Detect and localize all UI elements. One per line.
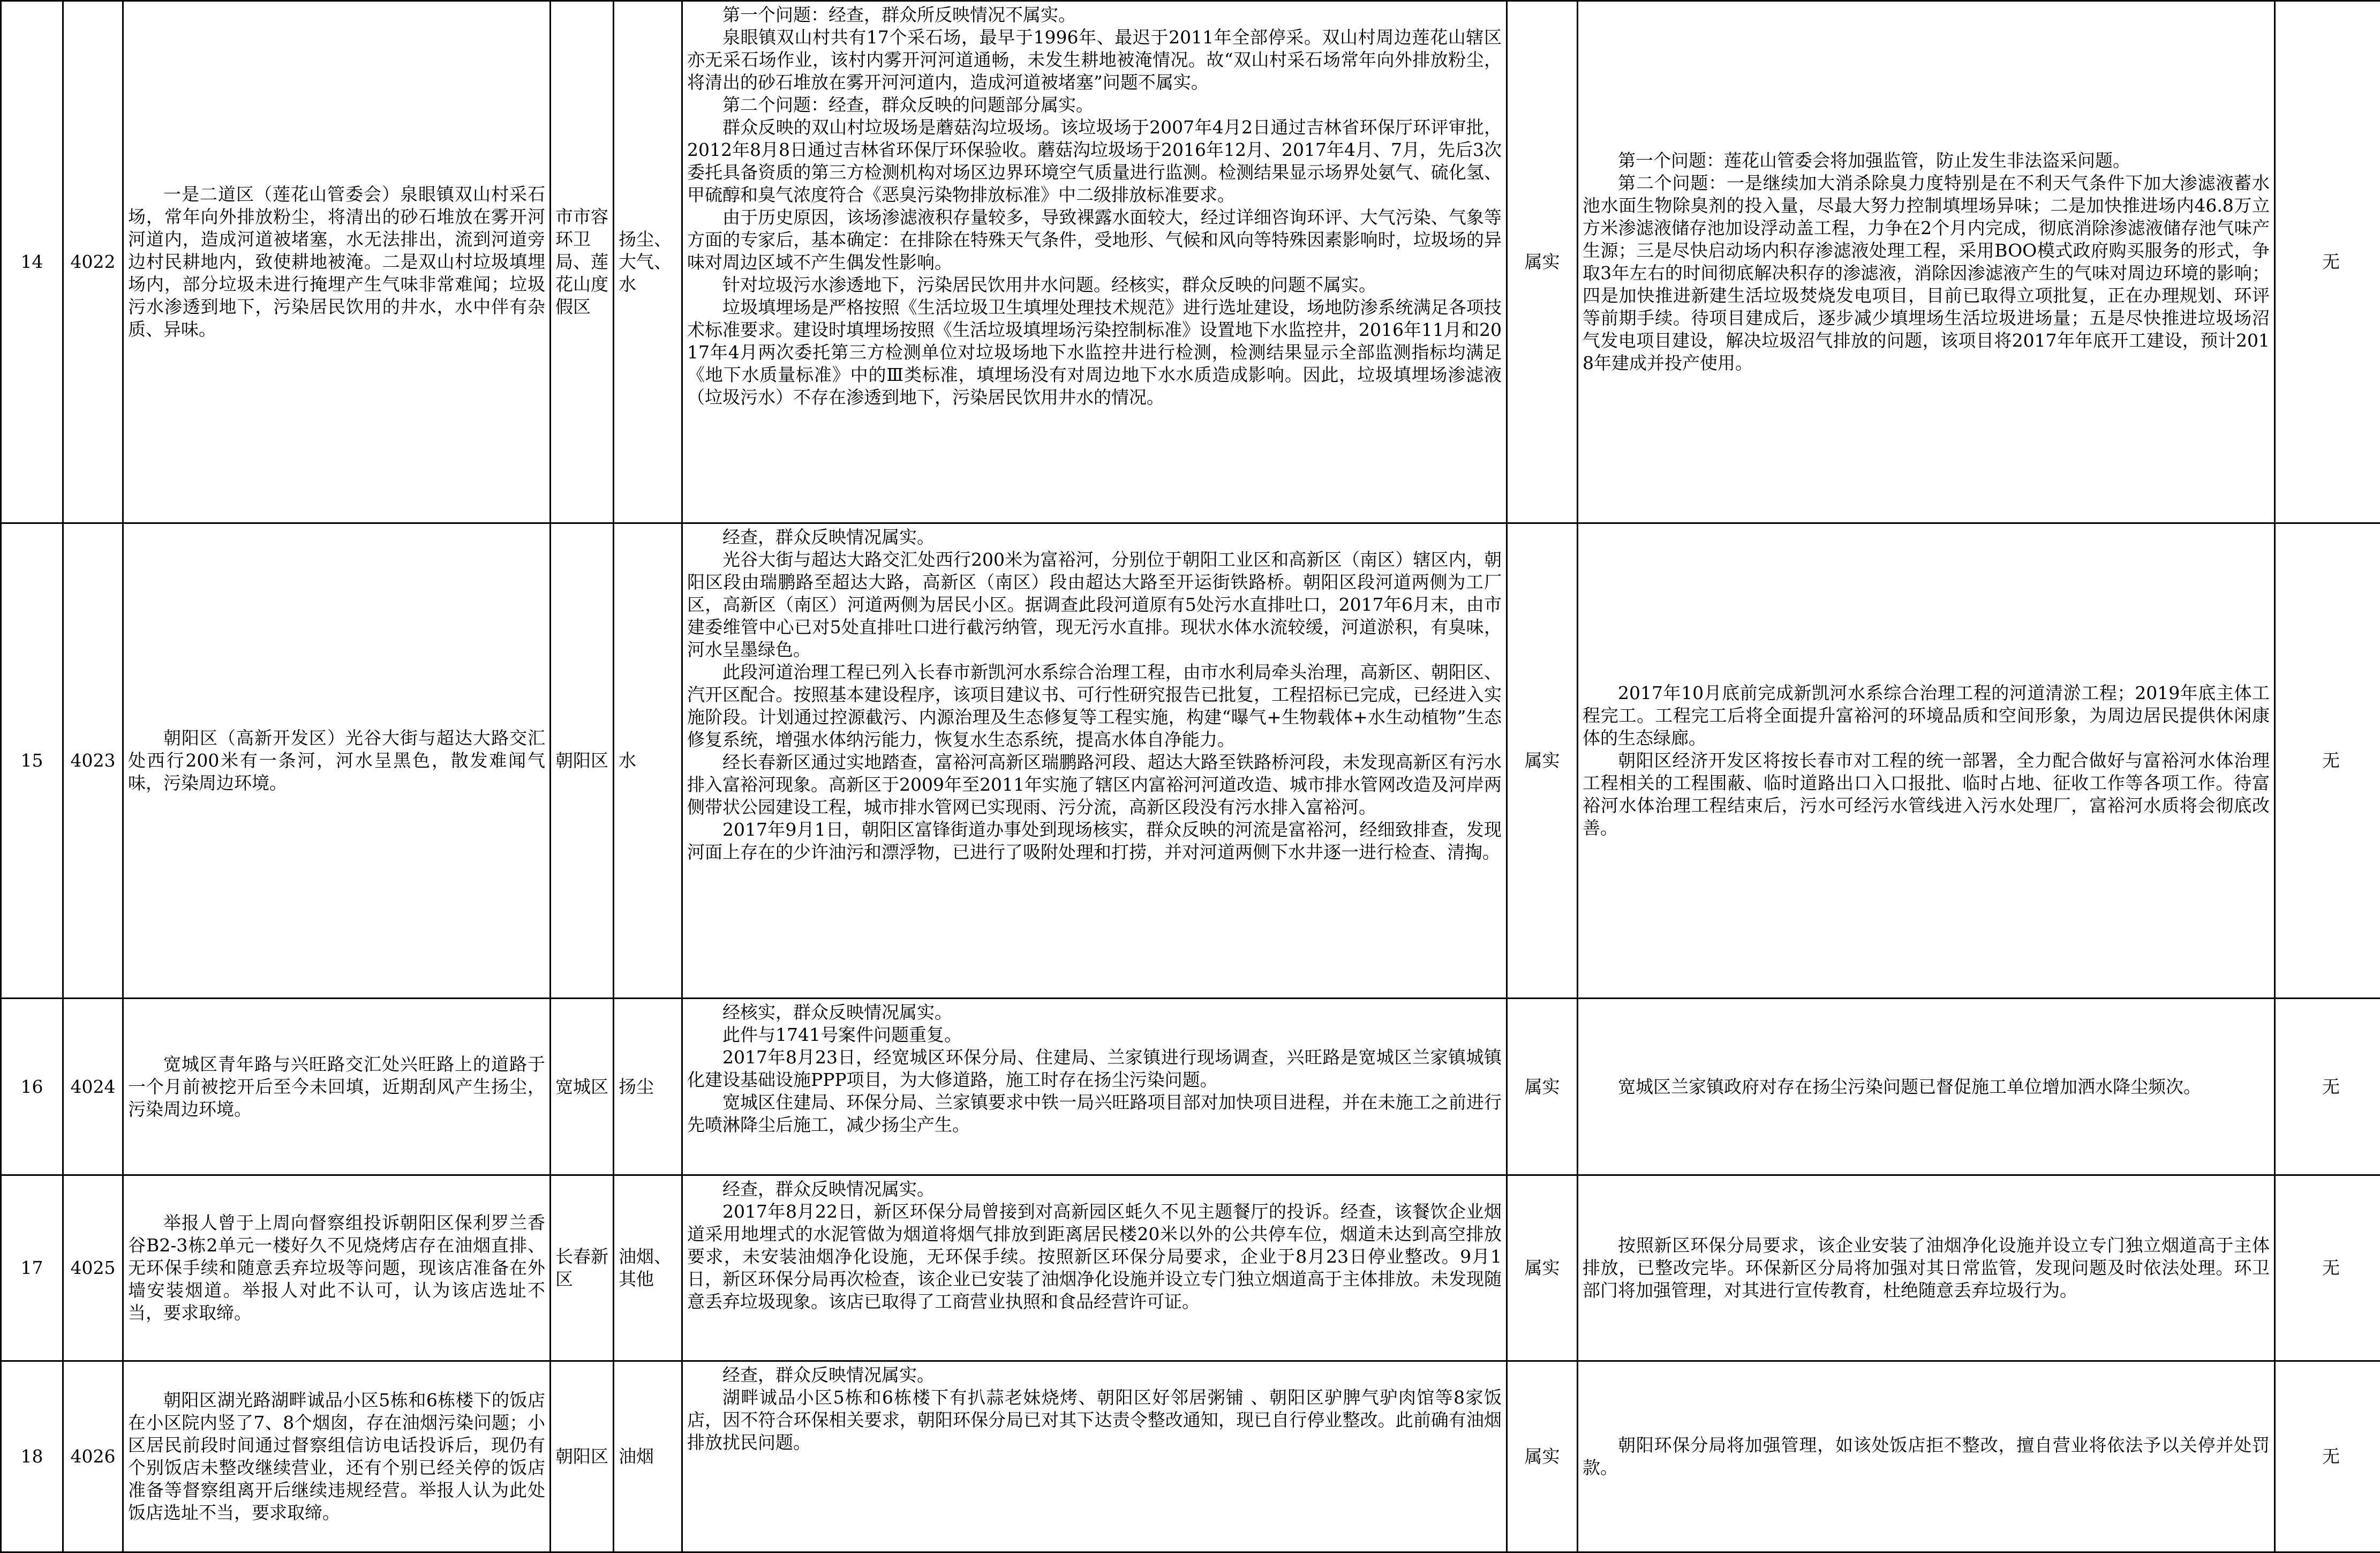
finding-paragraph: 第二个问题：经查，群众反映的问题部分属实。 (687, 94, 1502, 116)
finding-paragraph: 湖畔诚品小区5栋和6栋楼下有扒蒜老妹烧烤、朝阳区好邻居粥铺 、朝阳区驴脾气驴肉馆等8家饭店，因不符合环保相关要求，朝阳环保分局已对其下达责令整改通知，现已自行停业整改。此前确有油烟排放扰民问题。 (687, 1386, 1502, 1454)
case-id-cell (63, 523, 123, 999)
finding-paragraph: 宽城区住建局、环保分局、兰家镇要求中铁一局兴旺路项目部对加快项目进程，并在未施工之前进行先喷淋降尘后施工，减少扬尘产生。 (687, 1091, 1502, 1136)
finding-paragraph: 经查，群众反映情况属实。 (687, 526, 1502, 549)
verified-cell (1507, 1175, 1578, 1361)
finding-paragraph: 经查，群众反映情况属实。 (687, 1364, 1502, 1386)
pollution-type: 油烟、其他 (619, 1246, 672, 1289)
finding-paragraph: 群众反映的双山村垃圾场是蘑菇沟垃圾场。该垃圾场于2007年4月2日通过吉林省环保厅环评审批，2012年8月8日通过吉林省环保厅环保验收。蘑菇沟垃圾场于2016年12月、2017年4月、7月，先后3次委托具备资质的第三方检测机构对场区边界环境空气质量进行监测。检测结果显示场界处氨气、硫化氢、甲硫醇和臭气浓度符合《恶臭污染物排放标准》中二级排放标准要求。 (687, 116, 1502, 206)
finding-cell (682, 523, 1507, 999)
row-index-cell (1, 1361, 63, 1552)
finding-paragraph: 此段河道治理工程已列入长春市新凯河水系综合治理工程，由市水利局牵头治理，高新区、朝阳区、汽开区配合。按照基本建设程序，该项目建议书、可行性研究报告已批复，工程招标已完成，已经进入实施阶段。计划通过控源截污、内源治理及生态修复等工程实施，构建“曝气+生物载体+水生动植物”生态修复系统，增强水体纳污能力，恢复水生态系统，提高水体自净能力。 (687, 661, 1502, 751)
region-cell (551, 1, 614, 523)
row-index: 18 (21, 1446, 43, 1467)
pollution-type-cell (614, 1, 682, 523)
complaint-text: 一是二道区（莲花山管委会）泉眼镇双山村采石场，常年向外排放粉尘，将清出的砂石堆放在雾开河河道内，造成河道被堵塞，水无法排出，流到河道旁边村民耕地内，致使耕地被淹。二是双山村垃圾填埋场内，部分垃圾未进行掩埋产生气味非常难闻；垃圾污水渗透到地下，污染居民饮用的井水，水中伴有杂质、异味。 (128, 183, 545, 341)
verified-status: 属实 (1525, 750, 1560, 771)
row-index: 14 (21, 251, 43, 272)
region-cell (551, 1361, 614, 1552)
accountability-cell (2275, 1175, 2380, 1361)
complaint-text: 举报人曾于上周向督察组投诉朝阳区保利罗兰香谷B2-3栋2单元一楼好久不见烧烤店存在油烟直排、无环保手续和随意丢弃垃圾等问题，现该店准备在外墙安装烟道。举报人对此不认可，认为该店选址不当，要求取缔。 (128, 1212, 545, 1324)
finding-paragraph: 2017年9月1日，朝阳区富锋街道办事处到现场核实，群众反映的河流是富裕河，经细致排查，发现河面上存在的少许油污和漂浮物，已进行了吸附处理和打捞，并对河道两侧下水井逐一进行检查、清掏。 (687, 819, 1502, 864)
solution-paragraph: 第二个问题：一是继续加大消杀除臭力度特别是在不利天气条件下加大渗滤液蓄水池水面生物除臭剂的投入量，尽最大努力控制填埋场异味；二是加快推进场内46.8万立方米渗滤液储存池加设浮动盖工程，力争在2个月内完成，彻底消除渗滤液储存池气味产生源；三是尽快启动场内积存渗滤液处理工程，采用BOO模式政府购买服务的形式，争取3年左右的时间彻底解决积存的渗滤液，消除因渗滤液产生的气味对周边环境的影响；四是加快推进新建生活垃圾焚烧发电项目，目前已取得立项批复，正在办理规划、环评等前期手续。待项目建成后，逐步减少填埋场生活垃圾进场量；五是尽快推进垃圾场沼气发电项目建设，解决垃圾沼气排放的问题，该项目将2017年年底开工建设，预计2018年建成并投产使用。 (1583, 172, 2270, 374)
verified-cell (1507, 999, 1578, 1175)
finding-paragraph: 此件与1741号案件问题重复。 (687, 1024, 1502, 1046)
complaint-text: 朝阳区（高新开发区）光谷大街与超达大路交汇处西行200米有一条河，河水呈黑色，散发难闻气味，污染周边环境。 (128, 727, 545, 794)
region-text: 朝阳区 (555, 1446, 608, 1467)
row-index: 16 (21, 1076, 43, 1097)
solution-paragraph: 朝阳环保分局将加强管理，如该处饭店拒不整改，擅自营业将依法予以关停并处罚款。 (1583, 1434, 2270, 1479)
pollution-type-cell (614, 999, 682, 1175)
case-table-body (1, 1, 2380, 1552)
verified-status: 属实 (1525, 1446, 1560, 1467)
complaint-text: 宽城区青年路与兴旺路交汇处兴旺路上的道路于一个月前被挖开后至今未回填，近期刮风产生扬尘，污染周边环境。 (128, 1053, 545, 1121)
finding-paragraph: 针对垃圾污水渗透地下，污染居民饮用井水问题。经核实，群众反映的问题不属实。 (687, 274, 1502, 296)
finding-paragraph: 2017年8月22日，新区环保分局曾接到对高新园区蚝久不见主题餐厅的投诉。经查，该餐饮企业烟道采用地埋式的水泥管做为烟道将烟气排放到距离居民楼20米以外的公共停车位，烟道未达到高空排放要求，未安装油烟净化设施，无环保手续。按照新区环保分局要求，企业于8月23日停业整改。9月1日，新区环保分局再次检查，该企业已安装了油烟净化设施并设立专门独立烟道高于主体排放。未发现随意丢弃垃圾现象。该店已取得了工商营业执照和食品经营许可证。 (687, 1201, 1502, 1313)
accountability-cell (2275, 1361, 2380, 1552)
accountability-text: 无 (2322, 1076, 2340, 1097)
region-text: 市市容环卫局、莲花山度假区 (555, 206, 608, 317)
case-id-cell (63, 1361, 123, 1552)
accountability-text: 无 (2322, 750, 2340, 771)
accountability-text: 无 (2322, 251, 2340, 272)
case-id: 4023 (71, 750, 116, 771)
pollution-type: 水 (619, 750, 636, 771)
pollution-type-cell (614, 523, 682, 999)
finding-cell (682, 1, 1507, 523)
finding-paragraph: 泉眼镇双山村共有17个采石场，最早于1996年、最迟于2011年全部停采。双山村周边莲花山辖区亦无采石场作业，该村内雾开河河道通畅，未发生耕地被淹情况。故“双山村采石场常年向外排放粉尘，将清出的砂石堆放在雾开河河道内，造成河道被堵塞”问题不属实。 (687, 26, 1502, 94)
complaint-cell (123, 1, 551, 523)
solution-cell (1578, 1, 2275, 523)
table-row (1, 1361, 2380, 1552)
solution-cell (1578, 999, 2275, 1175)
verified-cell (1507, 1, 1578, 523)
solution-paragraph: 2017年10月底前完成新凯河水系综合治理工程的河道清淤工程；2019年底主体工程完工。工程完工后将全面提升富裕河的环境品质和空间形象，为周边居民提供休闲康体的生态绿廊。 (1583, 682, 2270, 749)
case-id: 4022 (71, 251, 116, 272)
finding-paragraph: 经查，群众反映情况属实。 (687, 1178, 1502, 1201)
case-id: 4025 (71, 1257, 116, 1278)
row-index-cell (1, 523, 63, 999)
case-id-cell (63, 1175, 123, 1361)
case-id-cell (63, 999, 123, 1175)
verified-status: 属实 (1525, 1076, 1560, 1097)
solution-cell (1578, 1175, 2275, 1361)
finding-paragraph: 经核实，群众反映情况属实。 (687, 1001, 1502, 1024)
finding-cell (682, 1361, 1507, 1552)
solution-paragraph: 朝阳区经济开发区将按长春市对工程的统一部署，全力配合做好与富裕河水体治理工程相关的工程围蔽、临时道路出口入口报批、临时占地、征收工作等各项工作。待富裕河水体治理工程结束后，污水可经污水管线进入污水处理厂，富裕河水质将会彻底改善。 (1583, 749, 2270, 839)
complaint-cell (123, 523, 551, 999)
pollution-type-cell (614, 1361, 682, 1552)
region-text: 宽城区 (555, 1076, 608, 1097)
accountability-text: 无 (2322, 1446, 2340, 1467)
accountability-cell (2275, 523, 2380, 999)
finding-paragraph: 由于历史原因，该场渗滤液积存量较多，导致裸露水面较大，经过详细咨询环评、大气污染、气象等方面的专家后，基本确定：在排除在特殊天气条件，受地形、气候和风向等特殊因素影响时，垃圾场的异味对周边区域不产生偶发性影响。 (687, 206, 1502, 274)
accountability-cell (2275, 1, 2380, 523)
region-cell (551, 523, 614, 999)
finding-paragraph: 2017年8月23日，经宽城区环保分局、住建局、兰家镇进行现场调查，兴旺路是宽城区兰家镇城镇化建设基础设施PPP项目，为大修道路，施工时存在扬尘污染问题。 (687, 1046, 1502, 1091)
case-id: 4026 (71, 1446, 116, 1467)
region-cell (551, 999, 614, 1175)
table-row (1, 1, 2380, 523)
row-index-cell (1, 1175, 63, 1361)
accountability-text: 无 (2322, 1257, 2340, 1278)
verified-cell (1507, 523, 1578, 999)
solution-paragraph: 第一个问题：莲花山管委会将加强监管，防止发生非法盗采问题。 (1583, 149, 2270, 172)
verified-status: 属实 (1525, 251, 1560, 272)
verified-status: 属实 (1525, 1257, 1560, 1278)
table-row (1, 999, 2380, 1175)
complaint-cell (123, 1361, 551, 1552)
table-row (1, 523, 2380, 999)
finding-paragraph: 垃圾填埋场是严格按照《生活垃圾卫生填埋处理技术规范》进行选址建设，场地防渗系统满足各项技术标准要求。建设时填埋场按照《生活垃圾填埋场污染控制标准》设置地下水监控井，2016年11月和2017年4月两次委托第三方检测单位对垃圾场地下水监控井进行检测，检测结果显示全部监测指标均满足《地下水质量标准》中的Ⅲ类标准，填埋场没有对周边地下水水质造成影响。因此，垃圾填埋场渗滤液（垃圾污水）不存在渗透到地下，污染居民饮用井水的情况。 (687, 296, 1502, 409)
table-row (1, 1175, 2380, 1361)
complaint-text: 朝阳区湖光路湖畔诚品小区5栋和6栋楼下的饭店在小区院内竖了7、8个烟囱，存在油烟污染问题；小区居民前段时间通过督察组信访电话投诉后，现仍有个别饭店未整改继续营业，还有个别已经关停的饭店准备等督察组离开后继续违规经营。举报人认为此处饭店选址不当，要求取缔。 (128, 1389, 545, 1524)
pollution-type: 扬尘 (619, 1076, 654, 1097)
case-id: 4024 (71, 1076, 116, 1097)
row-index: 17 (21, 1257, 43, 1278)
finding-cell (682, 1175, 1507, 1361)
region-text: 朝阳区 (555, 750, 608, 771)
pollution-type-cell (614, 1175, 682, 1361)
row-index-cell (1, 999, 63, 1175)
solution-cell (1578, 523, 2275, 999)
complaint-cell (123, 999, 551, 1175)
pollution-type: 油烟 (619, 1446, 654, 1467)
complaint-cell (123, 1175, 551, 1361)
case-id-cell (63, 1, 123, 523)
finding-paragraph: 经长春新区通过实地踏查，富裕河高新区瑞鹏路河段、超达大路至铁路桥河段，未发现高新区有污水排入富裕河现象。高新区于2009年至2011年实施了辖区内富裕河河道改造、城市排水管网改造及河岸两侧带状公园建设工程，城市排水管网已实现雨、污分流，高新区段没有污水排入富裕河。 (687, 751, 1502, 819)
verified-cell (1507, 1361, 1578, 1552)
finding-paragraph: 第一个问题：经查，群众所反映情况不属实。 (687, 4, 1502, 26)
solution-paragraph: 按照新区环保分局要求，该企业安装了油烟净化设施并设立专门独立烟道高于主体排放，已整改完毕。环保新区分局将加强对其日常监管，发现问题及时依法处理。环卫部门将加强管理，对其进行宣传教育，杜绝随意丢弃垃圾行为。 (1583, 1234, 2270, 1302)
solution-paragraph: 宽城区兰家镇政府对存在扬尘污染问题已督促施工单位增加洒水降尘频次。 (1583, 1076, 2270, 1098)
pollution-type: 扬尘、大气、水 (619, 229, 672, 295)
region-cell (551, 1175, 614, 1361)
solution-cell (1578, 1361, 2275, 1552)
accountability-cell (2275, 999, 2380, 1175)
finding-paragraph: 光谷大街与超达大路交汇处西行200米为富裕河，分别位于朝阳工业区和高新区（南区）辖区内，朝阳区段由瑞鹏路至超达大路，高新区（南区）段由超达大路至开运街铁路桥。朝阳区段河道两侧为工厂区，高新区（南区）河道两侧为居民小区。据调查此段河道原有5处污水直排吐口，2017年6月末，由市建委维管中心已对5处直排吐口进行截污纳管，现无污水直排。现状水体水流较缓，河道淤积，有臭味，河水呈墨绿色。 (687, 549, 1502, 661)
finding-cell (682, 999, 1507, 1175)
row-index-cell (1, 1, 63, 523)
region-text: 长春新区 (555, 1246, 608, 1289)
row-index: 15 (21, 750, 43, 771)
